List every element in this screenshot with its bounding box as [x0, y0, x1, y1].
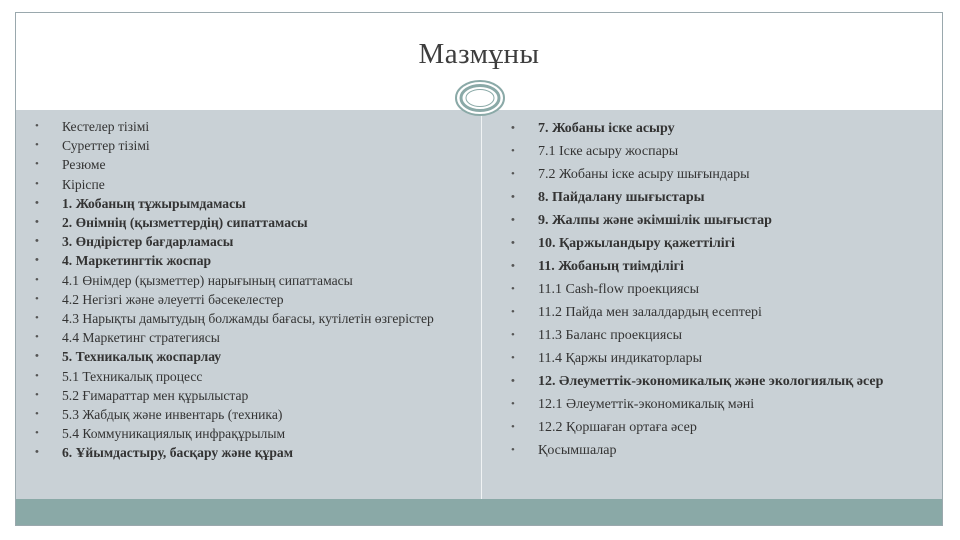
toc-item: • 4. Маркетингтік жоспар — [35, 251, 465, 270]
slide — [15, 12, 943, 526]
bottom-bar — [16, 499, 942, 525]
column-divider — [481, 110, 482, 501]
toc-item: • 4.3 Нарықты дамытудың болжамды бағасы, кутілетін өзгерістер — [35, 309, 465, 328]
toc-item: • 4.1 Өнімдер (қызметтер) нарығының сипаттамасы — [35, 271, 465, 290]
toc-item: • 5.2 Ғимараттар мен құрылыстар — [35, 386, 465, 405]
toc-item: • 9. Жалпы және әкімшілік шығыстар — [511, 209, 921, 232]
toc-item: • 11.4 Қаржы индикаторлары — [511, 347, 921, 370]
toc-item: • 5.3 Жабдық және инвентарь (техника) — [35, 405, 465, 424]
toc-item: • 11.3 Баланс проекциясы — [511, 324, 921, 347]
toc-item: • Қосымшалар — [511, 439, 921, 462]
toc-item: • 12. Әлеуметтік-экономикалық және экологиялық әсер — [511, 370, 921, 393]
toc-item: • 5. Техникалық жоспарлау — [35, 347, 465, 366]
toc-item: • 12.1 Әлеуметтік-экономикалық мәні — [511, 393, 921, 416]
toc-item: • 1. Жобаның тұжырымдамасы — [35, 194, 465, 213]
toc-item: • 4.2 Негізгі және әлеуетті бәсекелестер — [35, 290, 465, 309]
toc-item: • 7.1 Іске асыру жоспары — [511, 140, 921, 163]
toc-item: • 4.4 Маркетинг стратегиясы — [35, 328, 465, 347]
page-title: Мазмұны — [418, 38, 540, 70]
toc-item: • 7. Жобаны іске асыру — [511, 117, 921, 140]
toc-item: • 5.1 Техникалық процесс — [35, 367, 465, 386]
toc-left-column — [35, 117, 465, 463]
toc-item: • Резюме — [35, 155, 465, 174]
toc-item: • 8. Пайдалану шығыстары — [511, 186, 921, 209]
toc-item: • 11.2 Пайда мен залалдардың есептері — [511, 301, 921, 324]
toc-item: • Кестелер тізімі — [35, 117, 465, 136]
toc-item: • 5.4 Коммуникациялық инфрақұрылым — [35, 424, 465, 443]
toc-item: • Суреттер тізімі — [35, 136, 465, 155]
ornament-ring-icon — [454, 79, 506, 117]
toc-item: • Кіріспе — [35, 175, 465, 194]
toc-item: • 3. Өндірістер бағдарламасы — [35, 232, 465, 251]
toc-item: • 2. Өнімнің (қызметтердің) сипаттамасы — [35, 213, 465, 232]
toc-item: • 7.2 Жобаны іске асыру шығындары — [511, 163, 921, 186]
toc-item: • 11. Жобаның тиімділігі — [511, 255, 921, 278]
toc-item: • 6. Ұйымдастыру, басқару және құрам — [35, 443, 465, 462]
toc-item: • 11.1 Cash-flow проекциясы — [511, 278, 921, 301]
toc-right-column — [511, 117, 921, 462]
toc-item: • 12.2 Қоршаған ортаға әсер — [511, 416, 921, 439]
toc-item: • 10. Қаржыландыру қажеттілігі — [511, 232, 921, 255]
